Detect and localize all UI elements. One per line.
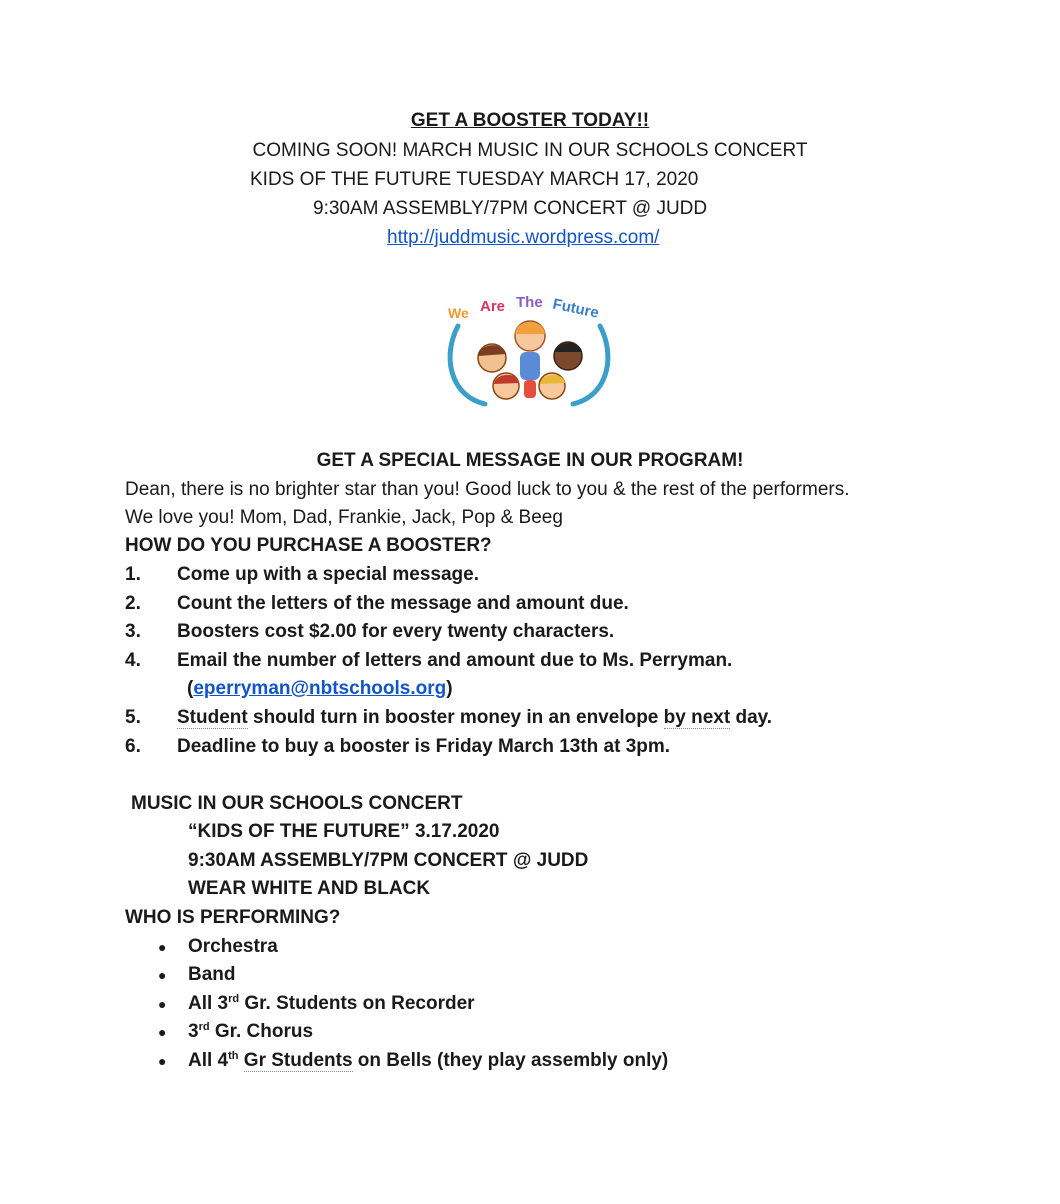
header-line-coming-soon: COMING SOON! MARCH MUSIC IN OUR SCHOOLS CONCERT <box>252 140 808 161</box>
step-number: 4. <box>125 650 141 671</box>
step-text: Count the letters of the message and amount due. <box>177 593 629 614</box>
performer-recorder-sup: rd <box>228 993 240 1005</box>
bullet-icon: ● <box>158 939 167 955</box>
purchase-heading: HOW DO YOU PURCHASE A BOOSTER? <box>125 535 492 556</box>
email-line <box>187 678 453 700</box>
step-text-end: day. <box>730 707 773 728</box>
concert-heading: MUSIC IN OUR SCHOOLS CONCERT <box>131 793 463 814</box>
we-are-the-future-logo <box>440 286 620 417</box>
email-open-paren: ( <box>187 678 194 699</box>
performer-recorder-b: Gr. Students on Recorder <box>239 993 475 1014</box>
performer-chorus-a: 3 <box>188 1021 199 1042</box>
performer-chorus <box>188 1021 313 1043</box>
performing-heading: WHO IS PERFORMING? <box>125 907 341 928</box>
bullet-icon: ● <box>158 996 167 1012</box>
logo-text-we: We <box>448 305 469 321</box>
logo-text-the: The <box>516 294 543 311</box>
email-close-paren: ) <box>446 678 453 699</box>
bullet-icon: ● <box>158 1024 167 1040</box>
performer-recorder-a: All 3 <box>188 993 229 1014</box>
page-title: GET A BOOSTER TODAY!! <box>410 110 650 131</box>
website-link-wrap <box>387 227 659 249</box>
bullet-icon: ● <box>158 967 167 983</box>
step-text <box>177 707 772 729</box>
performer-bells-b: Gr Students <box>243 1050 353 1071</box>
header-line-times: 9:30AM ASSEMBLY/7PM CONCERT @ JUDD <box>313 198 708 219</box>
concert-dress-code: WEAR WHITE AND BLACK <box>188 878 431 899</box>
performer-bells-c: on Bells (they play assembly only) <box>352 1050 669 1071</box>
performer-bells-sup: th <box>228 1050 239 1062</box>
logo-text-are: Are <box>480 298 506 315</box>
step-text-by-next: by next <box>663 707 731 728</box>
step-number: 2. <box>125 593 141 614</box>
performer-orchestra: Orchestra <box>188 936 278 957</box>
performer-band: Band <box>188 964 236 985</box>
step-text: Come up with a special message. <box>177 564 479 585</box>
performer-chorus-b: Gr. Chorus <box>209 1021 314 1042</box>
step-text: Email the number of letters and amount due to Ms. Perryman. <box>177 650 733 671</box>
special-message-line1: Dean, there is no brighter star than you! Good luck to you & the rest of the performers. <box>125 479 850 500</box>
website-link[interactable]: http://juddmusic.wordpress.com/ <box>387 227 660 248</box>
logo-text-future: Future <box>551 295 601 322</box>
concert-title: “KIDS OF THE FUTURE” 3.17.2020 <box>188 821 500 842</box>
step-text: Deadline to buy a booster is Friday March 13th at 3pm. <box>177 736 671 757</box>
step-number: 6. <box>125 736 141 757</box>
performer-bells <box>188 1050 668 1072</box>
header-line-kids-of-future: KIDS OF THE FUTURE TUESDAY MARCH 17, 2020 <box>250 169 699 190</box>
concert-times: 9:30AM ASSEMBLY/7PM CONCERT @ JUDD <box>188 850 589 871</box>
step-number: 1. <box>125 564 141 585</box>
performer-chorus-sup: rd <box>198 1021 210 1033</box>
step-number: 5. <box>125 707 141 728</box>
bullet-icon: ● <box>158 1053 167 1069</box>
email-link[interactable]: eperryman@nbtschools.org <box>193 678 447 699</box>
step-text-middle: should turn in booster money in an envelope <box>247 707 664 728</box>
special-message-line2: We love you! Mom, Dad, Frankie, Jack, Pop & Beeg <box>125 507 563 528</box>
special-message-heading: GET A SPECIAL MESSAGE IN OUR PROGRAM! <box>316 450 744 471</box>
step-number: 3. <box>125 621 141 642</box>
performer-recorder <box>188 993 475 1015</box>
step-text: Boosters cost $2.00 for every twenty characters. <box>177 621 615 642</box>
performer-bells-a: All 4 <box>188 1050 229 1071</box>
step-text-student: Student <box>177 707 248 728</box>
